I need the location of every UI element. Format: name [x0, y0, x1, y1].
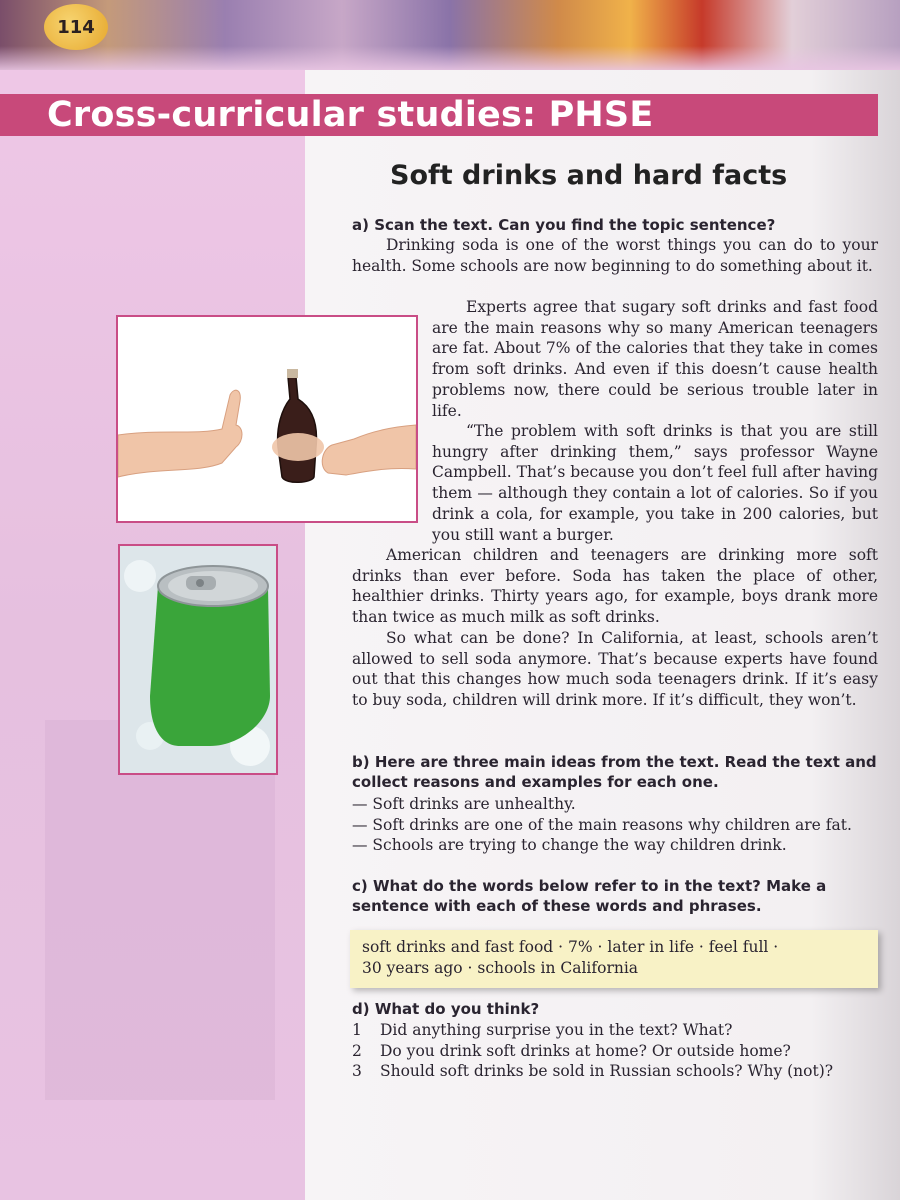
list-item: 3 Should soft drinks be sold in Russian schools? Why (not)? — [352, 1062, 834, 1081]
article-paragraph-1: Drinking soda is one of the worst things you can do to your health. Some schools are now beginning to do something about it. — [352, 236, 878, 275]
hands-cola-illustration — [118, 317, 416, 521]
hands-refusing-cola-photo — [116, 315, 418, 523]
article-paragraph-5: So what can be done? In California, at least, schools aren’t allowed to sell soda anymore. That’s because experts have found out that this changes how much soda teenagers drink. If it’s easy to buy soda, children will drink more. If it’s difficult, they won’t. — [352, 629, 878, 710]
top-photo-strip — [0, 0, 900, 70]
list-item: — Soft drinks are one of the main reasons why children are fat. — [352, 815, 852, 834]
article-paragraph-3: “The problem with soft drinks is that you are still hungry after drinking them,” says professor Wayne Campbell. That’s because you don’t feel full after having them — although they contain a lot of calories. So if you drink a cola, for example, you take in 200 calories, but you still want a burger. — [432, 422, 878, 544]
list-item: — Soft drinks are unhealthy. — [352, 795, 576, 813]
list-item: 1 Did anything surprise you in the text? What? — [352, 1021, 733, 1039]
task-b-line-2: collect reasons and examples for each one. — [352, 773, 719, 791]
article-heading: Soft drinks and hard facts — [390, 160, 788, 191]
task-b-line-1: b) Here are three main ideas from the text. Read the text and — [352, 753, 877, 771]
article-paragraph-4: American children and teenagers are drinking more soft drinks than ever before. Soda has taken the place of other, healthier drinks. Thirty years ago, for example, boys drank more than twice as much milk as soft drinks. — [352, 546, 878, 627]
task-b-list — [352, 794, 878, 856]
article-paragraph-2: Experts agree that sugary soft drinks and fast food are the main reasons why so many American teenagers are fat. About 7% of the calories that they take in comes from soft drinks. And even if this doesn’t cause health problems now, there could be serious trouble later in life. — [432, 298, 878, 420]
word-box — [350, 930, 878, 988]
word-box-line-1: soft drinks and fast food · 7% · later in life · feel full · — [362, 938, 779, 956]
section-title: Cross-curricular studies: PHSE — [47, 95, 654, 135]
task-c-line-1: c) What do the words below refer to in the text? Make a — [352, 877, 827, 895]
green-can-on-ice-photo — [118, 544, 278, 775]
word-box-line-2: 30 years ago · schools in California — [362, 959, 639, 977]
task-c-line-2: sentence with each of these words and phrases. — [352, 897, 762, 915]
left-faded-panel — [45, 720, 275, 1100]
task-a: a) Scan the text. Can you find the topic sentence? — [352, 216, 776, 234]
list-item: — Schools are trying to change the way children drink. — [352, 836, 787, 855]
list-item: 2 Do you drink soft drinks at home? Or outside home? — [352, 1041, 791, 1060]
green-can-illustration — [120, 546, 276, 773]
task-d-questions — [352, 1020, 882, 1082]
page-number: 114 — [44, 4, 108, 50]
section-title-bar — [0, 94, 878, 136]
task-d-title: d) What do you think? — [352, 1000, 540, 1018]
